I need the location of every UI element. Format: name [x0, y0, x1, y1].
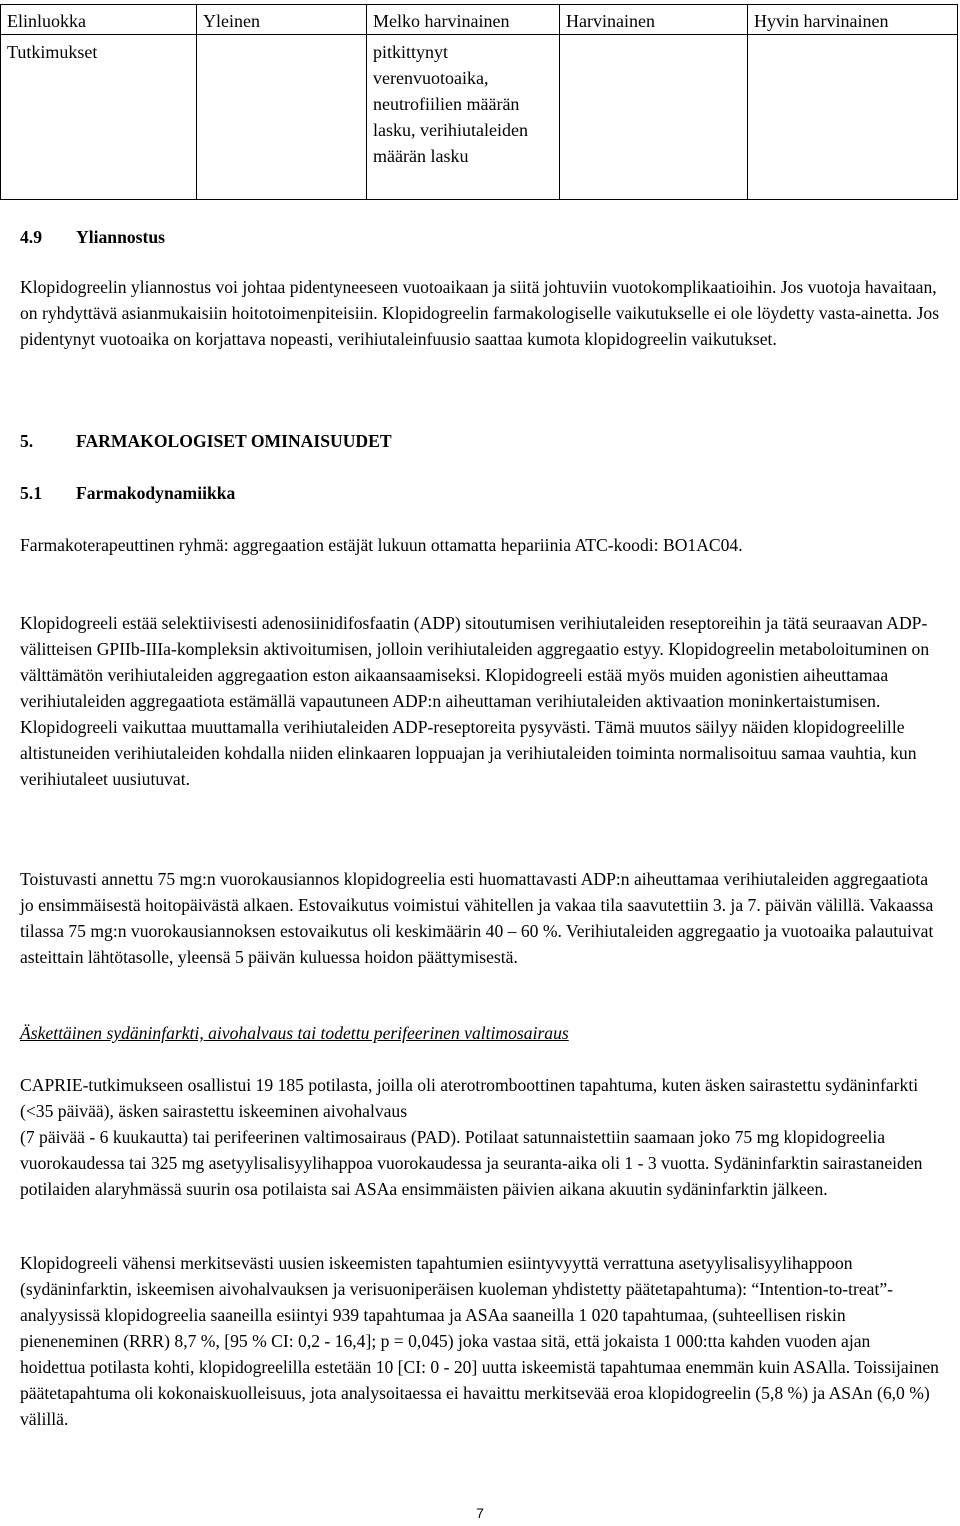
section-title: Yliannostus — [76, 227, 165, 247]
section-4-9-heading — [20, 224, 940, 250]
table-header-cell: Hyvin harvinainen — [748, 5, 958, 35]
section-5-1-heading — [20, 480, 940, 506]
pharmacotherapeutic-group-paragraph: Farmakoterapeuttinen ryhmä: aggregaation estäjät lukuun ottamatta hepariinia ATC-koodi: BO1AC04. — [20, 535, 743, 555]
table-cell — [197, 35, 367, 200]
caprie-paragraph-continued: (7 päivää - 6 kuukautta) tai perifeerinen valtimosairaus (PAD). Potilaat satunnaistettiin saamaan joko 75 mg klopidogreelia vuorokaudessa tai 325 mg asetyylisalisyylihappoa vuorokaudessa ja seuranta-aika oli 1 - 3 vuotta. Sydäninfarktin sairastaneiden potilaiden alaryhmässä suurin osa potilaista sai ASAa ensimmäisten päivien aikana akuutin sydäninfarktin jälkeen. — [20, 1127, 923, 1199]
table-header-cell: Yleinen — [197, 5, 367, 35]
section-5-heading — [20, 428, 940, 454]
subheading: Äskettäinen sydäninfarkti, aivohalvaus tai todettu perifeerinen valtimosairaus — [20, 1023, 569, 1043]
table-cell — [560, 35, 748, 200]
caprie-paragraph-start: CAPRIE-tutkimukseen osallistui 19 185 potilasta, joilla oli aterotromboottinen tapahtuma, kuten äsken sairastettu sydäninfarkti (<35 päivää), äsken sairastettu iskeeminen aivohalvaus — [20, 1075, 919, 1121]
overdose-paragraph: Klopidogreelin yliannostus voi johtaa pidentyneeseen vuotoaikaan ja siitä johtuviin vuotokomplikaatioihin. Jos vuotoja havaitaan, on ryhdyttävä asianmukaisiin hoitotoimenpiteisiin. Klopidogreelin farmakologiselle vaikutukselle ei ole löydetty vasta-ainetta. Jos pidentynyt vuotoaika on korjattava nopeasti, verihiutaleinfuusio saattaa kumota klopidogreelin vaikutukset. — [20, 277, 940, 349]
table-header-cell: Elinluokka — [1, 5, 197, 35]
section-number: 5. — [20, 431, 34, 451]
adverse-effects-table — [0, 4, 958, 200]
section-title: Farmakodynamiikka — [76, 483, 236, 503]
table-cell: Tutkimukset — [1, 35, 197, 200]
page-number: 7 — [476, 1505, 484, 1521]
section-number: 4.9 — [20, 227, 42, 247]
table-cell: pitkittynyt verenvuotoaika, neutrofiilien määrän lasku, verihiutaleiden määrän lasku — [367, 35, 560, 200]
table-header-row — [1, 5, 958, 35]
results-paragraph: Klopidogreeli vähensi merkitsevästi uusien iskeemisten tapahtumien esiintyvyyttä verrattuna asetyylisalisyylihappoon (sydäninfarktin, iskeemisen aivohalvauksen ja verisuoniperäisen kuoleman yhdistetty päätetapahtuma): “Intention-to-treat”- analyysissä klopidogreelia saaneilla esiintyi 939 tapahtumaa ja ASAa saaneilla 1 020 tapahtumaa, (suhteellisen riskin pieneneminen (RRR) 8,7 %, [95 % CI: 0,2 - 16,4]; p = 0,045) joka vastaa sitä, että jokaista 1 000:tta kahden vuoden ajan hoidettua potilasta kohti, klopidogreelilla estetään 10 [CI: 0 - 20] uutta iskeemistä tapahtumaa enemmän kuin ASAlla. Toissijainen päätetapahtuma oli kokonaiskuolleisuus, jota analysoitaessa ei havaittu merkitsevää eroa klopidogreelin (5,8 %) ja ASAn (6,0 %) välillä. — [20, 1253, 939, 1429]
section-number: 5.1 — [20, 483, 42, 503]
section-title: FARMAKOLOGISET OMINAISUUDET — [76, 431, 392, 451]
table-cell — [748, 35, 958, 200]
repeated-dose-paragraph: Toistuvasti annettu 75 mg:n vuorokausiannos klopidogreelia esti huomattavasti ADP:n aiheuttamaa verihiutaleiden aggregaatiota jo ensimmäisestä hoitopäivästä alkaen. Estovaikutus voimistui vähitellen ja vakaa tila saavutettiin 3. ja 7. päivän välillä. Vakaassa tilassa 75 mg:n vuorokausiannoksen estovaikutus oli keskimäärin 40 – 60 %. Verihiutaleiden aggregaatio ja vuotoaika palautuivat asteittain lähtötasolle, yleensä 5 päivän kuluessa hoidon päättymisestä. — [20, 869, 934, 967]
table-header-cell: Harvinainen — [560, 5, 748, 35]
table-row — [1, 35, 958, 200]
mechanism-paragraph: Klopidogreeli estää selektiivisesti adenosiinidifosfaatin (ADP) sitoutumisen verihiutaleiden reseptoreihin ja tätä seuraavan ADP-välitteisen GPIIb-IIIa-kompleksin aktivoitumisen, jolloin verihiutaleiden aggregaatio estyy. Klopidogreelin metaboloituminen on välttämätön verihiutaleiden aggregaation eston aikaansaamiseksi. Klopidogreeli estää myös muiden agonistien aiheuttamaa verihiutaleiden aggregaatiota estämällä vapautuneen ADP:n aiheuttaman verihiutaleiden aktivaation moninkertaistumisen. Klopidogreeli vaikuttaa muuttamalla verihiutaleiden ADP-reseptoreita pysyvästi. Tämä muutos säilyy näiden klopidogreelille altistuneiden verihiutaleiden kohdalla niiden elinkaaren loppuajan ja verihiutaleiden toiminta normalisoituu samaa vauhtia, kun verihiutaleet uusiutuvat. — [20, 613, 930, 789]
table-header-cell: Melko harvinainen — [367, 5, 560, 35]
